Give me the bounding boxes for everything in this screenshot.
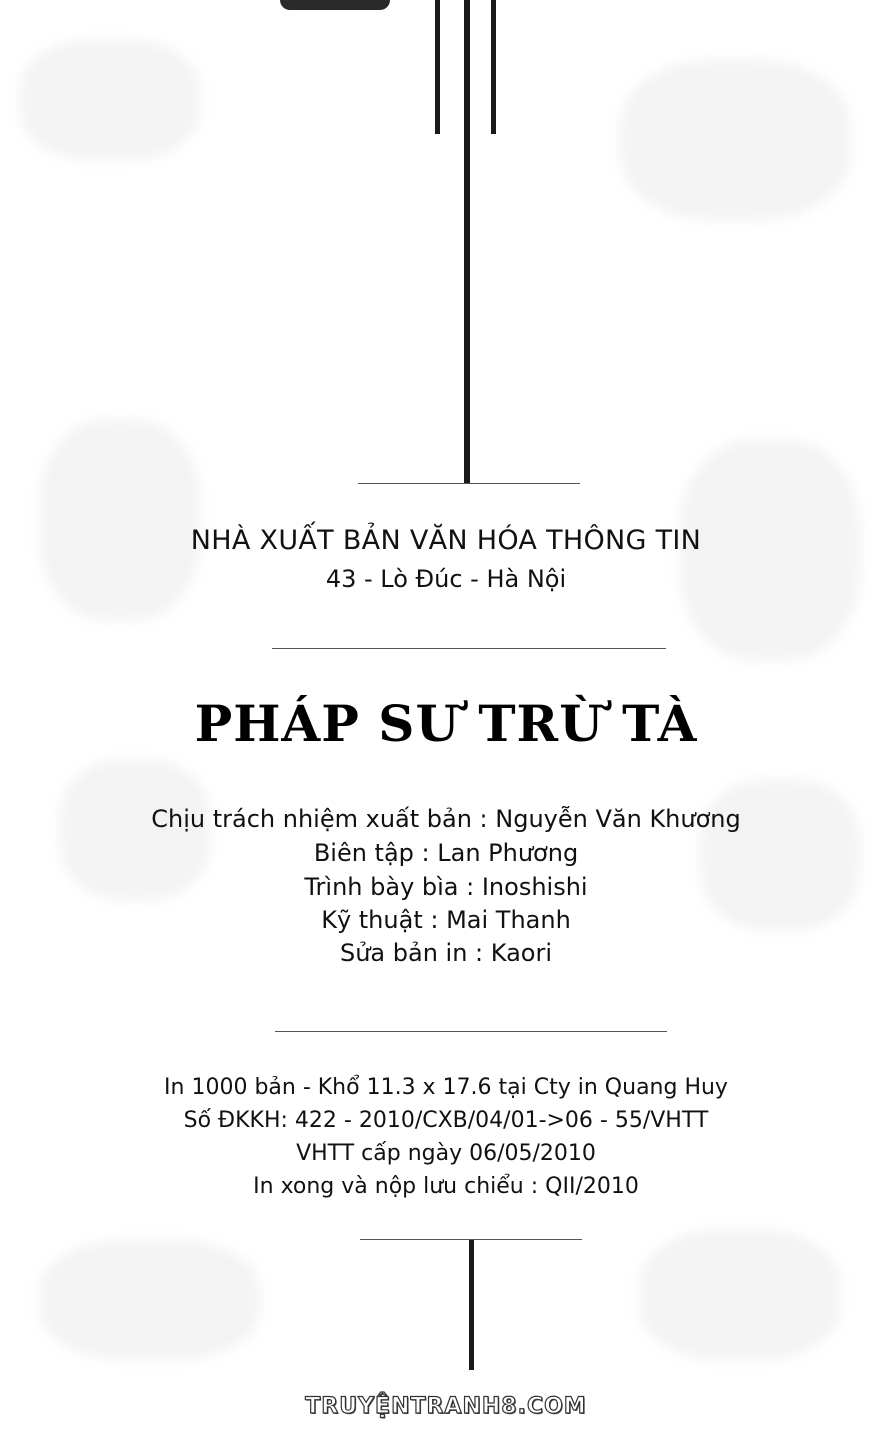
top-ink-mark bbox=[280, 0, 390, 10]
publisher-name: NHÀ XUẤT BẢN VĂN HÓA THÔNG TIN bbox=[190, 525, 702, 556]
decorative-vertical-bar bbox=[469, 1240, 474, 1370]
license-date: VHTT cấp ngày 06/05/2010 bbox=[296, 1141, 596, 1166]
publisher-address: 43 - Lò Đúc - Hà Nội bbox=[325, 565, 567, 593]
top-divider bbox=[358, 483, 580, 484]
divider bbox=[272, 648, 666, 649]
background-bleed bbox=[620, 60, 850, 220]
legal-deposit: In xong và nộp lưu chiểu : QII/2010 bbox=[253, 1174, 639, 1199]
credit-cover-design: Trình bày bìa : Inoshishi bbox=[304, 873, 588, 901]
book-title: PHÁP SƯ TRỪ TÀ bbox=[194, 694, 698, 753]
registration-number: Số ĐKKH: 422 - 2010/CXB/04/01->06 - 55/VHTT bbox=[183, 1108, 709, 1133]
decorative-vertical-bar bbox=[435, 0, 440, 134]
decorative-vertical-bar bbox=[464, 0, 470, 484]
credit-technical: Kỹ thuật : Mai Thanh bbox=[321, 906, 571, 934]
credit-proofreader: Sửa bản in : Kaori bbox=[339, 939, 553, 967]
credit-publisher-responsible: Chịu trách nhiệm xuất bản : Nguyễn Văn Khương bbox=[151, 805, 741, 833]
background-bleed bbox=[40, 1240, 260, 1360]
credit-editor: Biên tập : Lan Phương bbox=[313, 839, 579, 867]
print-run-info: In 1000 bản - Khổ 11.3 x 17.6 tại Cty in Quang Huy bbox=[164, 1075, 728, 1100]
background-bleed bbox=[640, 1230, 840, 1360]
decorative-vertical-bar bbox=[491, 0, 496, 134]
site-watermark: TRUYỆNTRANH8.COM bbox=[305, 1394, 587, 1419]
background-bleed bbox=[20, 40, 200, 160]
divider bbox=[275, 1031, 667, 1032]
